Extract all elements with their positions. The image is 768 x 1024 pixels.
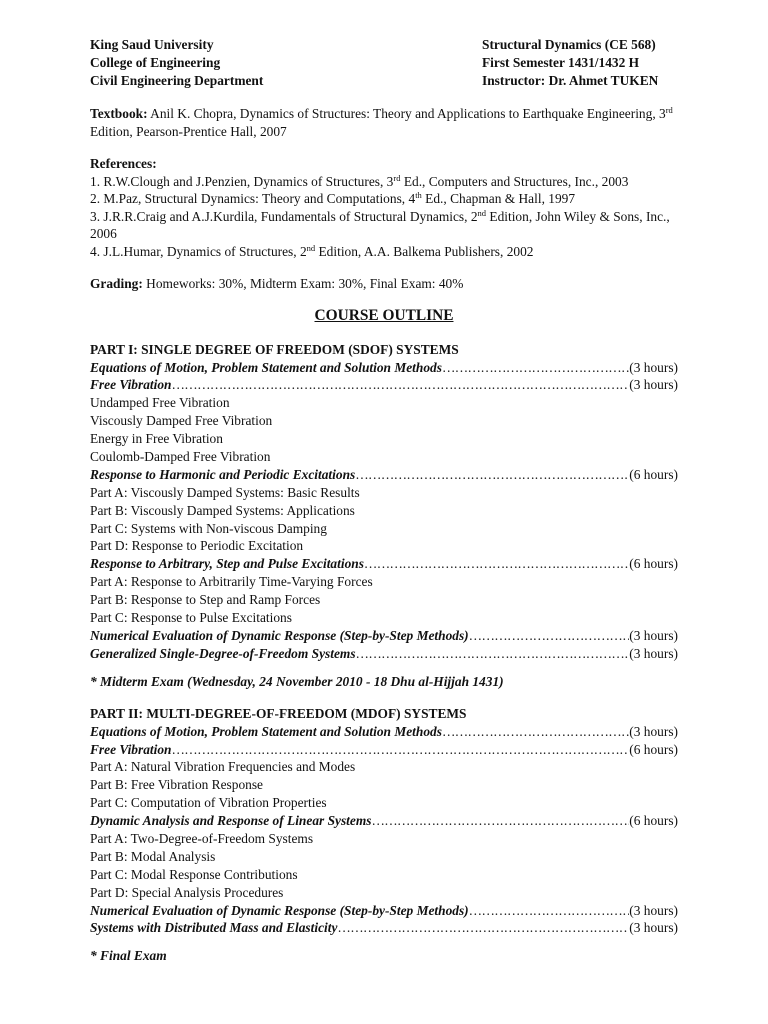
textbook-paragraph xyxy=(90,105,678,140)
midterm-exam-note: * Midterm Exam (Wednesday, 24 November 2010 - 18 Dhu al-Hijjah 1431) xyxy=(90,673,504,689)
topic-title: Response to Harmonic and Periodic Excitations xyxy=(90,466,356,482)
instructor: Instructor: Dr. Ahmet TUKEN xyxy=(482,73,659,88)
semester: First Semester 1431/1432 H xyxy=(482,55,640,70)
topic-title: Equations of Motion, Problem Statement and Solution Methods xyxy=(90,359,442,375)
topic-hours: (3 hours) xyxy=(629,902,678,918)
subtopic: Part B: Modal Analysis xyxy=(90,848,216,864)
header-left xyxy=(90,36,263,90)
reference-3-b: Edition, John Wiley & Sons, Inc., 2006 xyxy=(90,208,670,241)
subtopic: Viscously Damped Free Vibration xyxy=(90,413,273,429)
subtopic: Energy in Free Vibration xyxy=(90,431,223,447)
reference-2 xyxy=(90,190,678,208)
references-label: References: xyxy=(90,156,157,171)
subtopic: Part A: Natural Vibration Frequencies and Modes xyxy=(90,759,356,775)
topic-hours: (6 hours) xyxy=(629,741,678,757)
topic-hours: (3 hours) xyxy=(629,377,678,393)
topic-hours: (3 hours) xyxy=(629,627,678,643)
topic-title: Dynamic Analysis and Response of Linear Systems xyxy=(90,813,372,829)
final-exam-note: * Final Exam xyxy=(90,948,167,964)
grading-text: Homeworks: 30%, Midterm Exam: 30%, Final Exam: 40% xyxy=(142,276,464,291)
subtopic: Part D: Special Analysis Procedures xyxy=(90,884,284,900)
topic-row xyxy=(90,466,678,484)
subtopic: Part D: Response to Periodic Excitation xyxy=(90,538,304,554)
topic-hours: (3 hours) xyxy=(629,645,678,661)
references-section xyxy=(90,155,678,260)
subtopic: Part B: Response to Step and Ramp Forces xyxy=(90,592,321,608)
document-header xyxy=(90,36,678,90)
topic-title: Free Vibration xyxy=(90,741,172,757)
topic-title: Free Vibration xyxy=(90,377,172,393)
syllabus-page xyxy=(90,36,678,965)
topic-row xyxy=(90,645,678,663)
dot-leader xyxy=(469,627,630,645)
dot-leader xyxy=(337,919,629,937)
reference-3 xyxy=(90,208,678,243)
dot-leader xyxy=(371,812,629,830)
reference-1-b: Ed., Computers and Structures, Inc., 2003 xyxy=(400,173,629,189)
dot-leader xyxy=(442,359,629,377)
subtopic: Part A: Response to Arbitrarily Time-Varying Forces xyxy=(90,574,373,590)
reference-2-sup: th xyxy=(415,190,422,200)
subtopic: Part A: Two-Degree-of-Freedom Systems xyxy=(90,830,314,846)
grading-label: Grading: xyxy=(90,276,143,291)
topic-hours: (3 hours) xyxy=(629,723,678,739)
reference-3-sup: nd xyxy=(477,207,487,218)
grading-paragraph xyxy=(90,275,678,293)
reference-4-sup: nd xyxy=(306,242,316,253)
topic-row xyxy=(90,359,678,377)
college-name: College of Engineering xyxy=(90,55,221,70)
reference-2-a: 2. M.Paz, Structural Dynamics: Theory and Computations, 4 xyxy=(90,191,416,206)
textbook-text-a: Anil K. Chopra, Dynamics of Structures: Theory and Applications to Earthquake Engineering, 3 xyxy=(147,106,666,121)
subtopic: Part B: Viscously Damped Systems: Applications xyxy=(90,502,355,518)
reference-1-a: 1. R.W.Clough and J.Penzien, Dynamics of Structures, 3 xyxy=(90,173,394,189)
topic-title: Systems with Distributed Mass and Elasticity xyxy=(90,920,338,936)
topic-hours: (6 hours) xyxy=(629,466,678,482)
reference-4-a: 4. J.L.Humar, Dynamics of Structures, 2 xyxy=(90,243,307,259)
topic-row xyxy=(90,627,678,645)
topic-row xyxy=(90,376,678,394)
subtopic: Part C: Systems with Non-viscous Damping xyxy=(90,520,327,536)
dot-leader xyxy=(442,723,629,741)
topic-hours: (6 hours) xyxy=(629,813,678,829)
dot-leader xyxy=(171,741,629,759)
reference-4 xyxy=(90,243,678,261)
topic-row xyxy=(90,902,678,920)
topic-title: Numerical Evaluation of Dynamic Response (Step-by-Step Methods) xyxy=(90,902,469,918)
header-right xyxy=(482,36,678,90)
topic-row xyxy=(90,919,678,937)
dot-leader xyxy=(364,555,629,573)
topic-row xyxy=(90,723,678,741)
course-outline-title: COURSE OUTLINE xyxy=(314,306,454,324)
reference-2-b: Ed., Chapman & Hall, 1997 xyxy=(421,191,576,206)
topic-title: Response to Arbitrary, Step and Pulse Excitations xyxy=(90,556,364,572)
topic-hours: (6 hours) xyxy=(629,556,678,572)
course-name: Structural Dynamics (CE 568) xyxy=(482,37,656,52)
textbook-label: Textbook: xyxy=(90,106,148,121)
part1-title: PART I: SINGLE DEGREE OF FREEDOM (SDOF) SYSTEMS xyxy=(90,341,459,357)
subtopic: Part C: Computation of Vibration Properties xyxy=(90,795,327,811)
reference-1 xyxy=(90,173,678,191)
reference-1-sup: rd xyxy=(393,172,401,183)
topic-row xyxy=(90,555,678,573)
topic-title: Equations of Motion, Problem Statement and Solution Methods xyxy=(90,723,442,739)
dot-leader xyxy=(355,466,629,484)
subtopic: Part C: Response to Pulse Excitations xyxy=(90,609,292,625)
dot-leader xyxy=(356,645,630,663)
subtopic: Part B: Free Vibration Response xyxy=(90,777,264,793)
reference-4-b: Edition, A.A. Balkema Publishers, 2002 xyxy=(315,243,534,259)
department-name: Civil Engineering Department xyxy=(90,73,264,88)
topic-hours: (3 hours) xyxy=(629,359,678,375)
topic-title: Numerical Evaluation of Dynamic Response (Step-by-Step Methods) xyxy=(90,627,469,643)
topic-row xyxy=(90,741,678,759)
subtopic: Undamped Free Vibration xyxy=(90,395,230,411)
reference-3-a: 3. J.R.R.Craig and A.J.Kurdila, Fundamentals of Structural Dynamics, 2 xyxy=(90,208,478,224)
subtopic: Part C: Modal Response Contributions xyxy=(90,866,298,882)
part2-title: PART II: MULTI-DEGREE-OF-FREEDOM (MDOF) SYSTEMS xyxy=(90,705,467,721)
subtopic: Part A: Viscously Damped Systems: Basic Results xyxy=(90,484,360,500)
textbook-text-b: Edition, Pearson-Prentice Hall, 2007 xyxy=(90,123,287,139)
subtopic: Coulomb-Damped Free Vibration xyxy=(90,448,271,464)
dot-leader xyxy=(171,376,629,394)
textbook-sup: rd xyxy=(665,105,673,115)
topic-title: Generalized Single-Degree-of-Freedom Systems xyxy=(90,645,356,661)
topic-row xyxy=(90,812,678,830)
topic-hours: (3 hours) xyxy=(629,920,678,936)
dot-leader xyxy=(469,902,630,920)
university-name: King Saud University xyxy=(90,37,214,52)
